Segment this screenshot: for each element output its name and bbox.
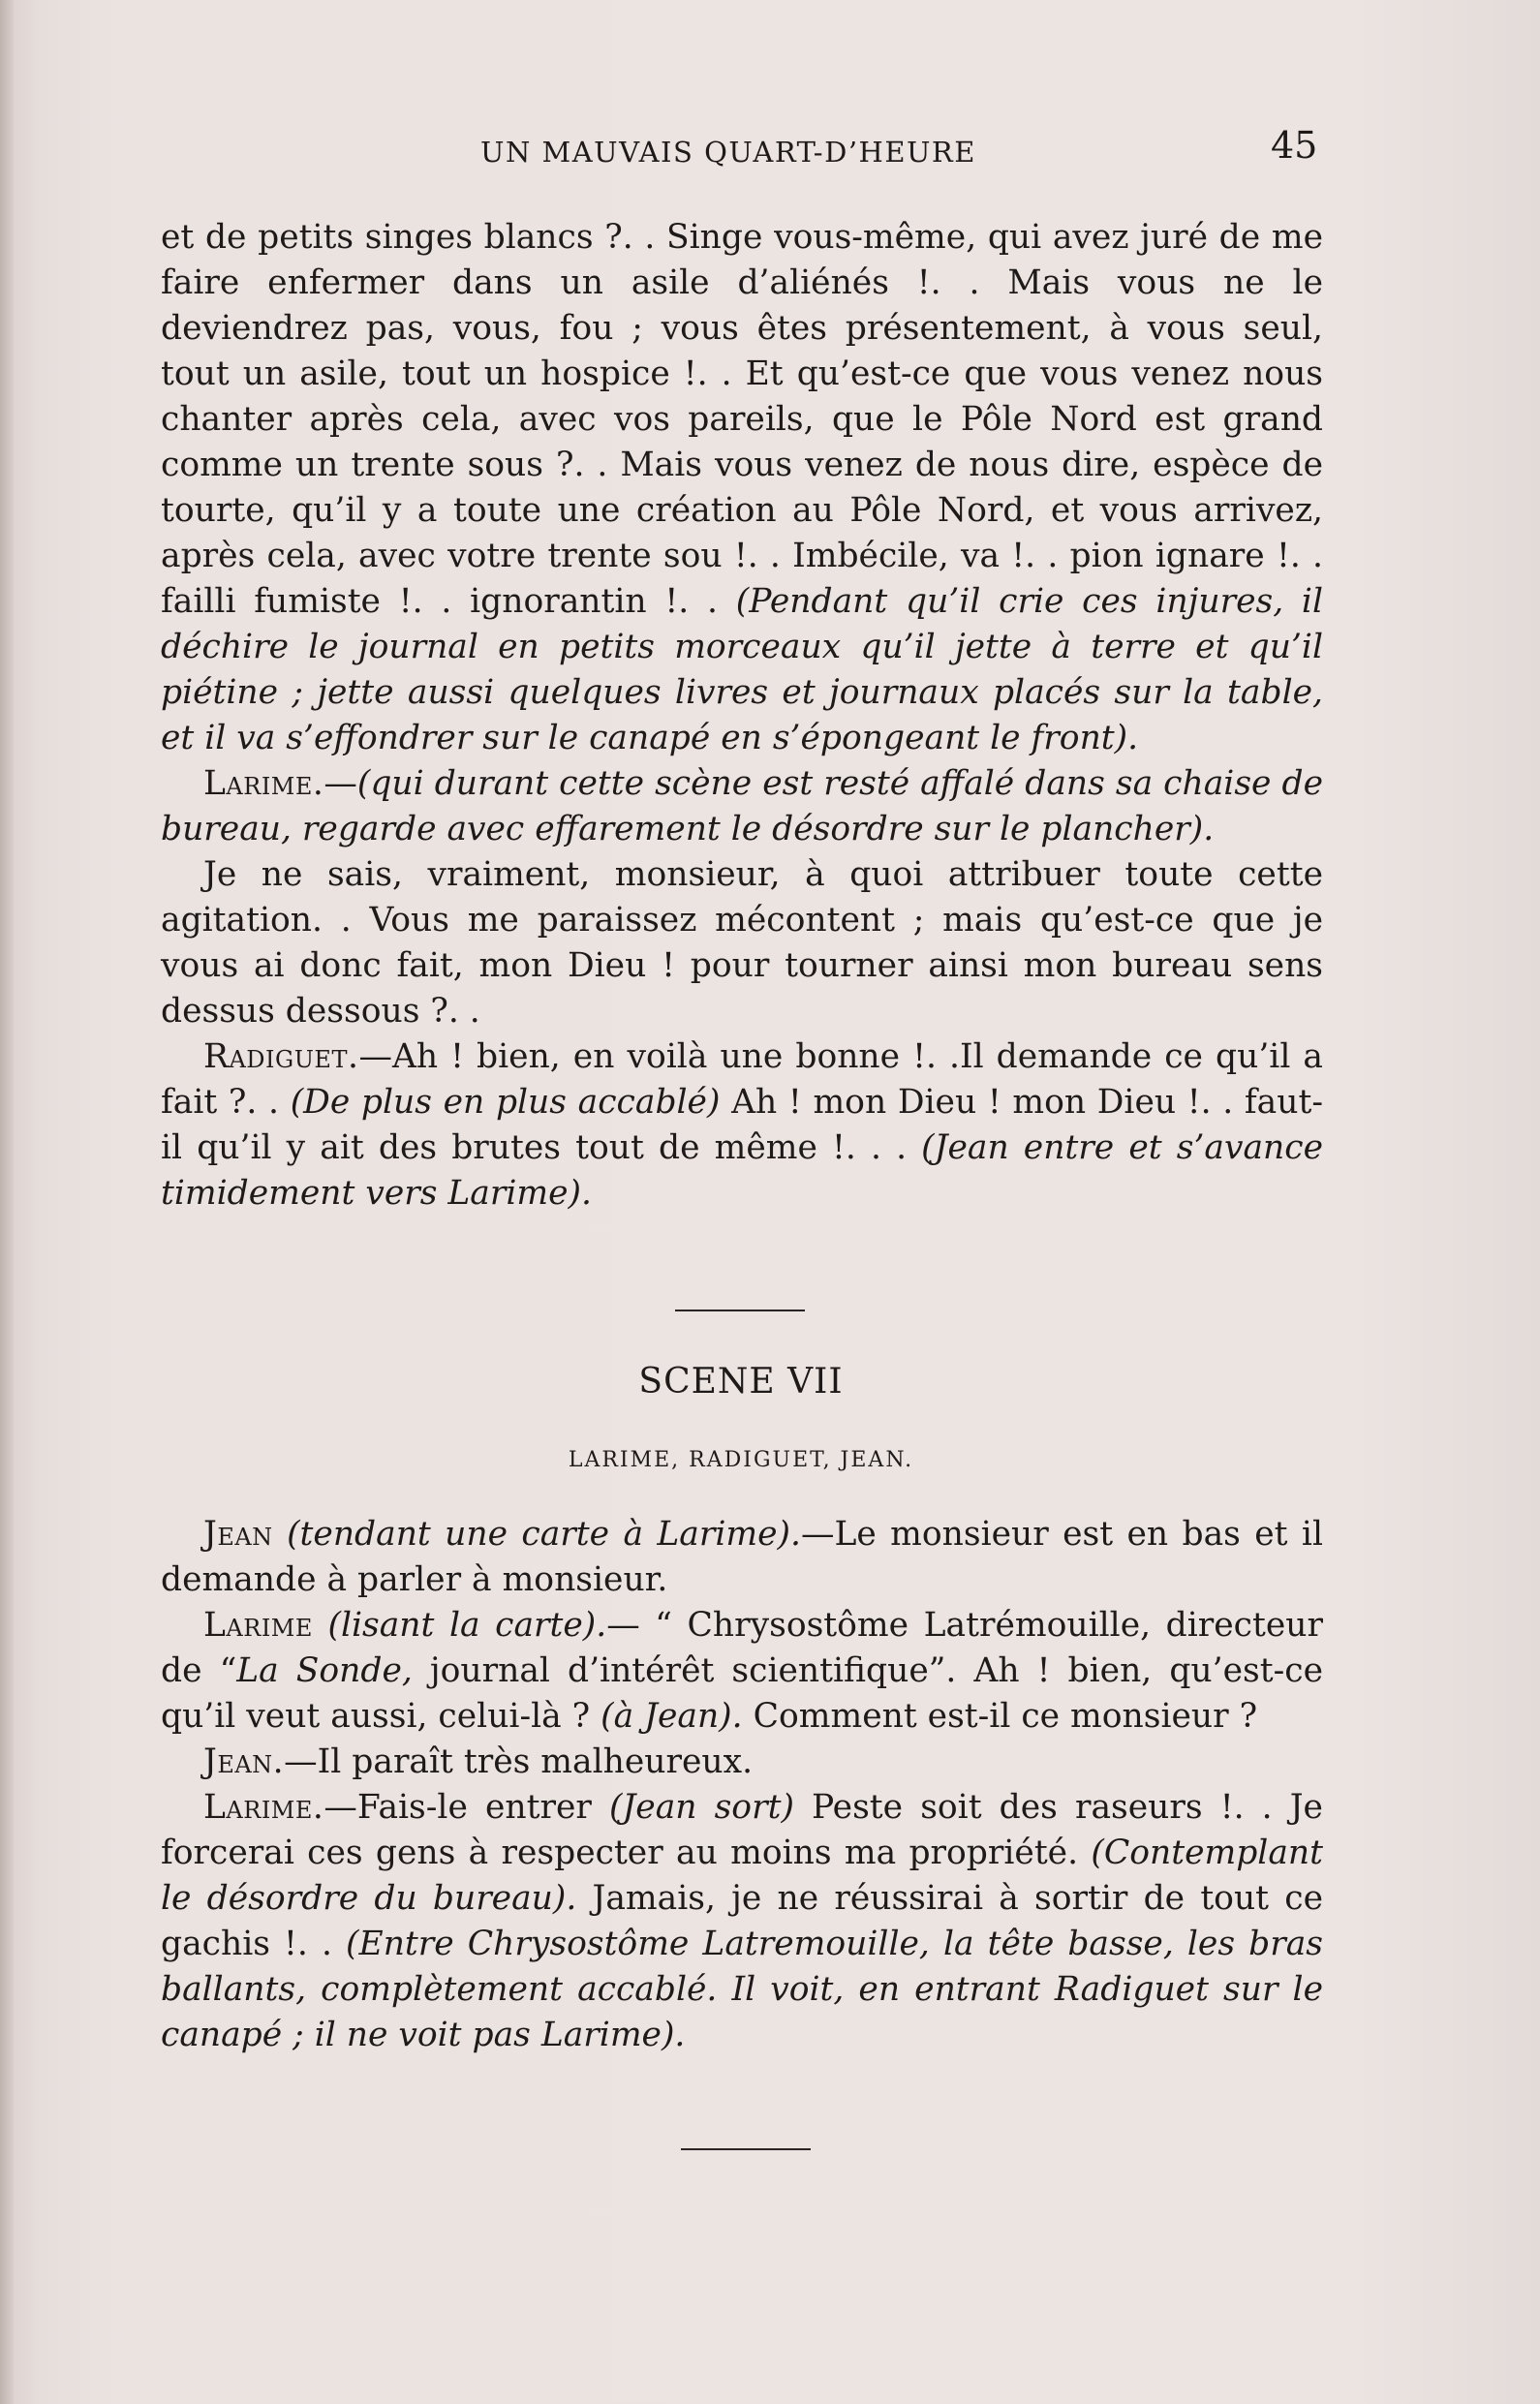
paragraph bbox=[161, 1785, 1323, 2058]
stage-direction: (lisant la carte). bbox=[327, 1606, 607, 1645]
paragraph bbox=[161, 852, 1323, 1034]
paragraph bbox=[161, 215, 1323, 761]
journal-title: La Sonde, bbox=[236, 1651, 413, 1690]
dialogue-text: Je ne sais, vraiment, monsieur, à quoi attribuer toute cette agitation. . Vous me paraissez mécontent ; mais qu’est-ce que je vous ai donc fait, mon Dieu ! pour tourner ainsi mon bureau sens dessus dessous ?. . bbox=[161, 855, 1323, 1031]
dialogue-text: Comment est-il ce monsieur ? bbox=[742, 1697, 1258, 1736]
stage-direction: (Entre Chrysostôme Latremouille, la tête basse, les bras ballants, complètement accablé. Il voit, en entrant Radiguet sur le canapé ; il ne voit pas Larime). bbox=[161, 1925, 1323, 2054]
speaker-name: Larime. bbox=[203, 1788, 324, 1827]
body-text-block-1 bbox=[161, 215, 1323, 1217]
speaker-name: Jean bbox=[203, 1515, 273, 1554]
dialogue-text: Peste soit des raseurs !. . Je forcerai ces gens à respecter au moins ma propriété. bbox=[161, 1788, 1323, 1872]
section-divider bbox=[681, 2148, 811, 2150]
paragraph bbox=[161, 1034, 1323, 1217]
paragraph bbox=[161, 1603, 1323, 1740]
stage-direction: (qui durant cette scène est resté affalé dans sa chaise de bureau, regarde avec effarement le désordre sur le plancher). bbox=[161, 764, 1323, 848]
stage-direction: (à Jean). bbox=[601, 1697, 743, 1736]
speaker-name: Larime bbox=[203, 1606, 313, 1645]
dialogue-text: —Le monsieur est en bas et il demande à parler à monsieur. bbox=[161, 1515, 1324, 1599]
dialogue-text: —Il paraît très malheureux. bbox=[284, 1742, 754, 1781]
dash: — bbox=[323, 764, 357, 803]
dialogue-text: Ah ! mon Dieu ! mon Dieu !. . faut-il qu’il y ait des brutes tout de même !. . . bbox=[161, 1083, 1323, 1167]
stage-direction: (De plus en plus accablé) bbox=[290, 1083, 721, 1122]
dialogue-text: — “ Chrysostôme Latrémouille, directeur de “ bbox=[161, 1606, 1323, 1690]
dialogue-text: journal d’intérêt scientifique”. Ah ! bien, qu’est-ce qu’il veut aussi, celui-là ? bbox=[161, 1651, 1323, 1736]
dialogue-text: —Fais-le entrer bbox=[323, 1788, 609, 1827]
scene-characters: LARIME, RADIGUET, JEAN. bbox=[568, 1448, 914, 1472]
page-gutter bbox=[0, 0, 14, 2404]
stage-direction: (Jean sort) bbox=[609, 1788, 794, 1827]
stage-direction: (tendant une carte à Larime). bbox=[287, 1515, 801, 1554]
paragraph bbox=[161, 1512, 1323, 1603]
section-divider bbox=[675, 1310, 805, 1311]
page-number: 45 bbox=[1271, 124, 1318, 167]
stage-direction: (Contemplant le désordre du bureau). bbox=[161, 1834, 1323, 1918]
scene-title: SCENE VII bbox=[638, 1362, 844, 1402]
paragraph bbox=[161, 1740, 1323, 1785]
speaker-name: Radiguet. bbox=[203, 1037, 359, 1076]
dialogue-text: Jamais, je ne réussirai à sortir de tout ce gachis !. . bbox=[161, 1879, 1323, 1963]
paragraph bbox=[161, 761, 1323, 852]
running-title: UN MAUVAIS QUART-D’HEURE bbox=[480, 136, 976, 169]
dialogue-text: et de petits singes blancs ?. . Singe vous-même, qui avez juré de me faire enfermer dans un asile d’aliénés !. . Mais vous ne le deviendrez pas, vous, fou ; vous êtes présentement, à vous seul, tout un asile, tout un hospice !. . Et qu’est-ce que vous venez nous chanter après cela, avec vos pareils, que le Pôle Nord est grand comme un trente sous ?. . Mais vous venez de nous dire, espèce de tourte, qu’il y a toute une création au Pôle Nord, et vous arrivez, après cela, avec votre trente sou !. . Imbécile, va !. . pion ignare !. . failli fumiste !. . ignorantin !. . bbox=[161, 218, 1323, 621]
speaker-name: Jean. bbox=[203, 1742, 285, 1781]
dialogue-text: —Ah ! bien, en voilà une bonne !. .Il demande ce qu’il a fait ?. . bbox=[161, 1037, 1323, 1122]
stage-direction: (Pendant qu’il crie ces injures, il déchire le journal en petits morceaux qu’il jette à terre et qu’il piétine ; jette aussi quelques livres et journaux placés sur la table, et il va s’effondrer sur le canapé en s’épongeant le front). bbox=[161, 582, 1324, 757]
stage-direction: (Jean entre et s’avance timidement vers Larime). bbox=[161, 1128, 1324, 1213]
body-text-block-2 bbox=[161, 1512, 1323, 2058]
speaker-name: Larime. bbox=[203, 764, 324, 803]
